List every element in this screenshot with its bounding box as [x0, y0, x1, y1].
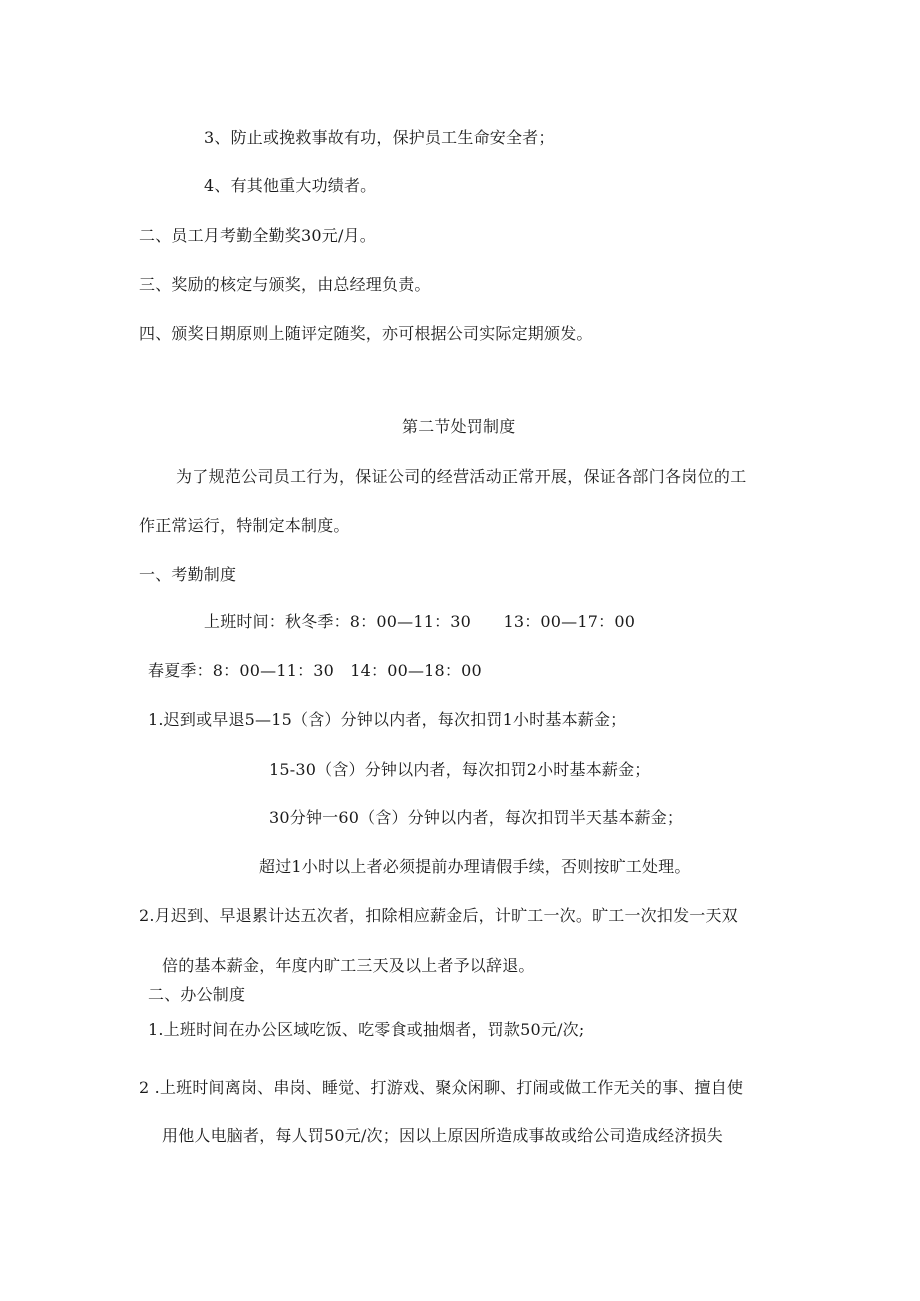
intro-paragraph-line-2: 作正常运行，特制定本制度。 — [139, 516, 350, 535]
attendance-heading: 一、考勤制度 — [139, 565, 237, 584]
section-three-award-approval: 三、奖励的核定与颁奖，由总经理负责。 — [139, 275, 431, 294]
late-rule-2-line-2: 倍的基本薪金，年度内旷工三天及以上者予以辞退。 — [162, 956, 535, 975]
intro-paragraph-line-1: 为了规范公司员工行为，保证公司的经营活动正常开展，保证各部门各岗位的工 — [176, 467, 747, 486]
office-rule-1: 1.上班时间在办公区域吃饭、吃零食或抽烟者，罚款50元/次; — [148, 1020, 585, 1039]
award-item-4: 4、有其他重大功绩者。 — [204, 176, 377, 195]
award-item-3: 3、防止或挽救事故有功，保护员工生命安全者； — [204, 128, 555, 147]
work-hours-spring-summer: 春夏季：8：00—11：30 14：00—18：00 — [148, 661, 482, 680]
late-rule-1b: 15-30（含）分钟以内者，每次扣罚2小时基本薪金； — [269, 760, 651, 779]
section-four-award-date: 四、颁奖日期原则上随评定随奖，亦可根据公司实际定期颁发。 — [139, 324, 593, 343]
section-heading-penalty: 第二节处罚制度 — [402, 417, 516, 436]
late-rule-2-line-1: 2.月迟到、早退累计达五次者，扣除相应薪金后，计旷工一次。旷工一次扣发一天双 — [139, 906, 738, 925]
section-two-attendance-award: 二、员工月考勤全勤奖30元/月。 — [139, 226, 376, 245]
office-rule-2-line-1: 2 .上班时间离岗、串岗、睡觉、打游戏、聚众闲聊、打闹或做工作无关的事、擅自使 — [139, 1078, 744, 1097]
office-rules-heading: 二、办公制度 — [148, 985, 246, 1004]
late-rule-1: 1.迟到或早退5—15（含）分钟以内者，每次扣罚1小时基本薪金； — [148, 710, 627, 729]
late-rule-1c: 30分钟一60（含）分钟以内者，每次扣罚半天基本薪金； — [269, 808, 684, 827]
office-rule-2-line-2: 用他人电脑者，每人罚50元/次；因以上原因所造成事故或给公司造成经济损失 — [162, 1126, 723, 1145]
work-hours-autumn-winter: 上班时间：秋冬季：8：00—11：30 13：00—17：00 — [204, 612, 636, 631]
late-rule-1d: 超过1小时以上者必须提前办理请假手续，否则按旷工处理。 — [259, 857, 691, 876]
